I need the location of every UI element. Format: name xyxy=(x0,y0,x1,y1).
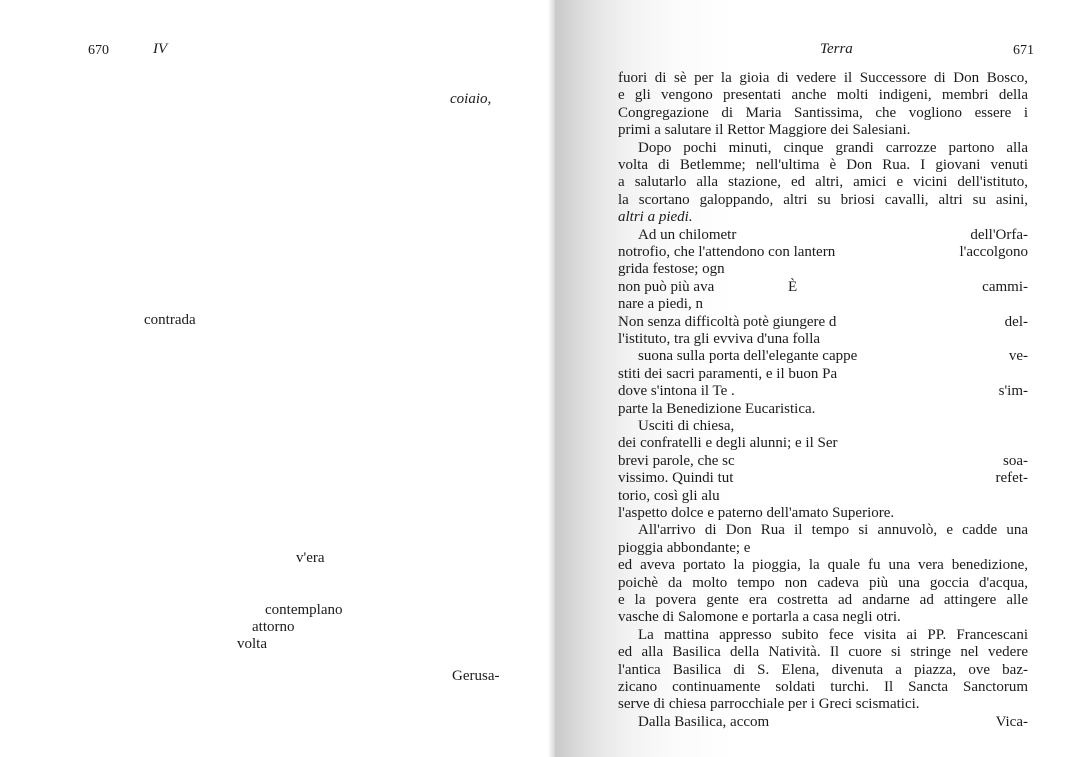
text-fragment: attorno xyxy=(252,619,295,635)
text-line: Usciti di chiesa, xyxy=(638,418,735,434)
text-line: parte la Benedizione Eucaristica. xyxy=(618,401,816,417)
text-line: e gli vengono presentati anche molti indigeni, membri della xyxy=(618,87,1028,103)
text-fragment: contrada xyxy=(144,312,196,328)
text-fragment: Gerusa- xyxy=(452,668,500,684)
text-line: l'accolgono xyxy=(959,244,1028,260)
text-line: All'arrivo di Don Rua il tempo si annuvolò, e cadde una xyxy=(638,522,1028,538)
text-line: non può più ava xyxy=(618,279,715,295)
text-line: Vica- xyxy=(995,714,1028,730)
text-line: Ad un chilometr xyxy=(638,227,737,243)
running-header: IV xyxy=(153,41,168,57)
text-line: poichè da molto tempo non cadeva più una goccia d'acqua, xyxy=(618,575,1028,591)
text-line: primi a salutare il Rettor Maggiore dei Salesiani. xyxy=(618,122,911,138)
text-line: nare a piedi, n xyxy=(618,296,703,312)
text-line: vissimo. Quindi tut xyxy=(618,470,734,486)
text-line: refet- xyxy=(995,470,1028,486)
text-line: Congregazione di Maria Santissima, che vogliono essere i xyxy=(618,105,1028,121)
text-line: fuori di sè per la gioia di vedere il Successore di Don Bosco, xyxy=(618,70,1028,86)
text-line: ve- xyxy=(1008,348,1028,364)
right-page xyxy=(555,0,1071,757)
text-line: torio, così gli alu xyxy=(618,488,720,504)
text-line: zicano continuamente soldati turchi. Il Sancta Sanctorum xyxy=(618,679,1028,695)
text-line: vasche di Salomone e portarla a casa negli otri. xyxy=(618,609,901,625)
page-number: 670 xyxy=(88,43,109,58)
text-fragment: coiaio, xyxy=(450,91,492,107)
text-fragment: volta xyxy=(237,636,267,652)
text-line: suona sulla porta dell'elegante cappe xyxy=(638,348,858,364)
text-line: del- xyxy=(1004,314,1028,330)
text-line: dove s'intona il Te . xyxy=(618,383,735,399)
text-line: Dopo pochi minuti, cinque grandi carrozze partono alla xyxy=(638,140,1028,156)
text-line: brevi parole, che sc xyxy=(618,453,735,469)
text-line: dei confratelli e degli alunni; e il Ser xyxy=(618,435,838,451)
text-line: dell'Orfa- xyxy=(970,227,1028,243)
text-fragment: v'era xyxy=(296,550,325,566)
text-line: pioggia abbondante; e xyxy=(618,540,751,556)
text-line: altri a piedi. xyxy=(618,209,693,225)
text-line: e la povera gente era costretta ad andarne ad attingere alle xyxy=(618,592,1028,608)
text-line: notrofio, che l'attendono con lantern xyxy=(618,244,836,260)
text-line: volta di Betlemme; nell'ultima è Don Rua. I giovani venuti xyxy=(618,157,1028,173)
text-line: Non senza difficoltà potè giungere d xyxy=(618,314,837,330)
text-line: La mattina appresso subito fece visita ai PP. Francescani xyxy=(638,627,1028,643)
text-line: s'im- xyxy=(998,383,1028,399)
running-header: Terra xyxy=(820,41,853,57)
text-line: la scortano galoppando, altri su briosi cavalli, altri su asini, xyxy=(618,192,1028,208)
text-line: Dalla Basilica, accom xyxy=(638,714,770,730)
text-line: È xyxy=(788,279,798,295)
text-line: ed alla Basilica della Natività. Il cuore si stringe nel vedere xyxy=(618,644,1028,660)
text-line: serve di chiesa parrocchiale per i Greci scismatici. xyxy=(618,696,920,712)
text-line: cammi- xyxy=(982,279,1028,295)
text-fragment: contemplano xyxy=(265,602,343,618)
text-line: a salutarlo alla stazione, ed altri, amici e vicini dell'istituto, xyxy=(618,174,1028,190)
text-line: grida festose; ogn xyxy=(618,261,725,277)
text-line: l'aspetto dolce e paterno dell'amato Superiore. xyxy=(618,505,895,521)
text-line: l'antica Basilica di S. Elena, divenuta a piazza, ove baz- xyxy=(618,662,1028,678)
text-line: l'istituto, tra gli evviva d'una folla xyxy=(618,331,821,347)
text-line: stiti dei sacri paramenti, e il buon Pa xyxy=(618,366,838,382)
page-number: 671 xyxy=(1013,43,1034,58)
text-line: soa- xyxy=(1003,453,1028,469)
text-line: ed aveva portato la pioggia, la quale fu una vera benedizione, xyxy=(618,557,1028,573)
